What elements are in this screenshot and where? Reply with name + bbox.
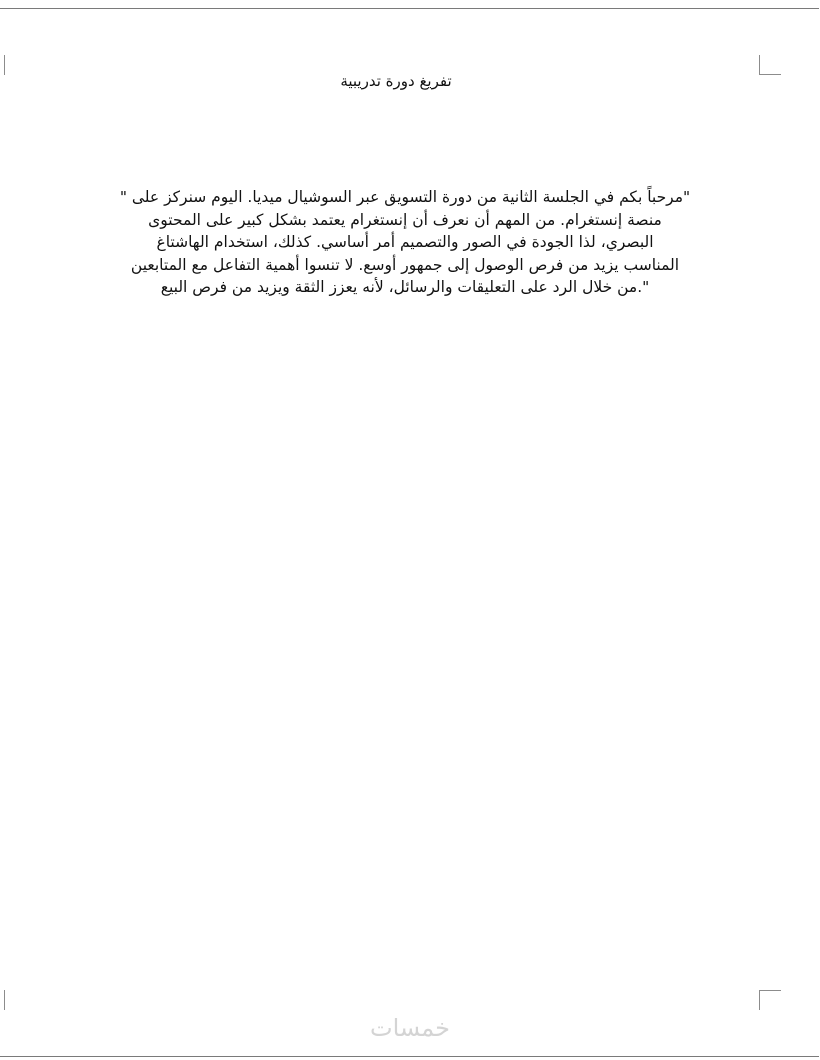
transcript-line: المناسب يزيد من فرص الوصول إلى جمهور أوسع. لا تنسوا أهمية التفاعل مع المتابعين	[130, 255, 680, 274]
watermark-logo: خمسات	[369, 1014, 451, 1042]
transcript-paragraph	[40, 186, 770, 299]
transcript-line: ".من خلال الرد على التعليقات والرسائل، لأنه يعزز الثقة ويزيد من فرص البيع	[160, 278, 650, 296]
transcript-line: منصة إنستغرام. من المهم أن نعرف أن إنستغرام يعتمد بشكل كبير على المحتوى	[148, 210, 662, 229]
transcript-line: البصري، لذا الجودة في الصور والتصميم أمر أساسي. كذلك، استخدام الهاشتاغ	[156, 233, 654, 251]
margin-corner-bottom-left	[0, 990, 5, 1010]
transcript-line: "مرحباً بكم في الجلسة الثانية من دورة التسويق عبر السوشيال ميديا. اليوم سنركز على "	[119, 188, 691, 206]
document-title: تفريغ دورة تدريبية	[340, 72, 452, 90]
margin-corner-bottom-right	[759, 990, 781, 1010]
page-border	[0, 8, 819, 1057]
